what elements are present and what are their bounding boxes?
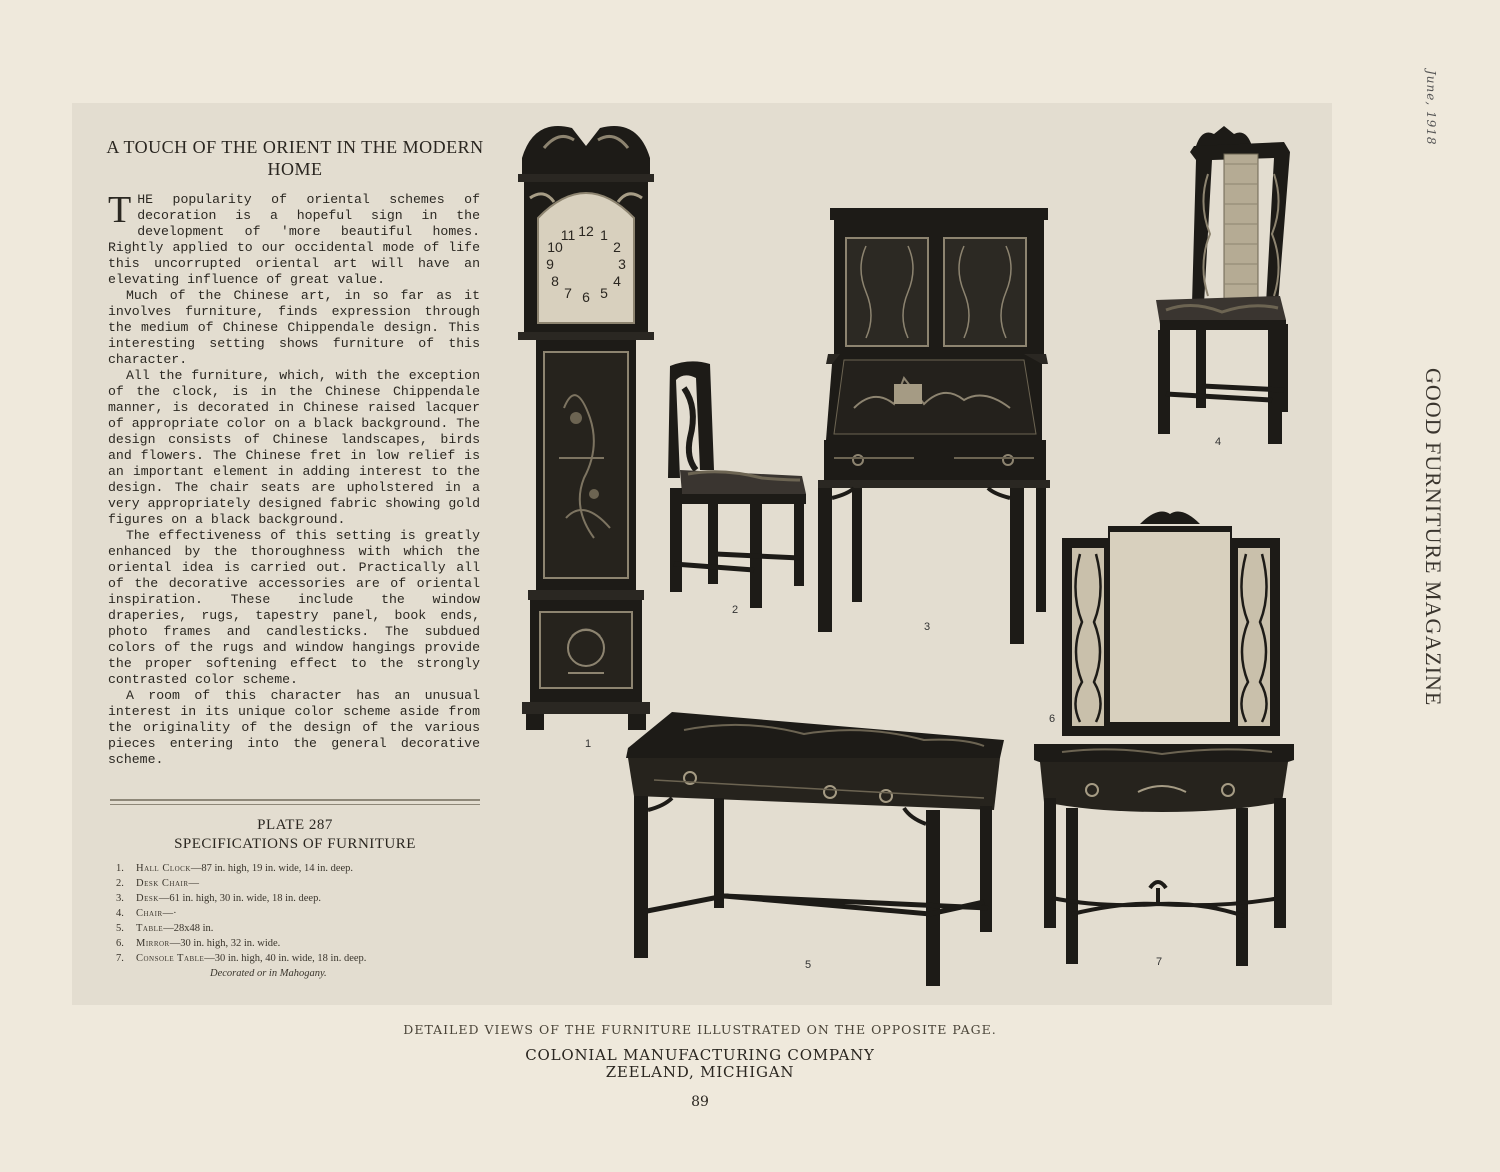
spec-item: 1. Hall Clock—87 in. high, 19 in. wide, 14 in. deep.: [116, 863, 354, 874]
article-paragraph: Much of the Chinese art, in so far as it involves furniture, finds expression through the medium of Chinese Chippendale design. This interesting setting shows furniture of this character.: [108, 288, 480, 367]
mirror-illustration: [1058, 502, 1283, 738]
magazine-title: GOOD FURNITURE MAGAZINE: [1421, 368, 1446, 707]
company-name: COLONIAL MANUFACTURING COMPANY: [525, 1046, 875, 1064]
running-date: June, 1918: [1424, 70, 1438, 146]
clock-numeral: 12: [578, 223, 594, 239]
spec-item: 4. Chair—·: [116, 908, 177, 919]
figure-label-2: 2: [732, 604, 739, 616]
figure-label-1: 1: [585, 738, 592, 750]
article-paragraph: THE popularity of oriental schemes of decoration is a hopeful sign in the development of 'more beautiful homes. Rightly applied to our occidental mode of life this uncorrupted oriental art will have an elevating influence of great value.: [108, 189, 480, 287]
specifications-list: [116, 861, 496, 981]
spec-note: Decorated or in Mahogany.: [210, 968, 327, 979]
figure-label-5: 5: [805, 959, 812, 971]
figure-label-6: 6: [1049, 713, 1056, 725]
clock-numeral: 3: [618, 256, 626, 272]
plate-caption: DETAILED VIEWS OF THE FURNITURE ILLUSTRATED ON THE OPPOSITE PAGE.: [403, 1022, 997, 1037]
article-title: A TOUCH OF THE ORIENT IN THE MODERN HOME: [106, 137, 484, 179]
specifications-title: SPECIFICATIONS OF FURNITURE: [174, 836, 416, 852]
clock-numeral: 8: [551, 273, 559, 289]
clock-numeral: 4: [613, 273, 621, 289]
page-number: 89: [691, 1094, 709, 1110]
article-paragraph: The effectiveness of this setting is greatly enhanced by the thoroughness with which the oriental idea is carried out. Practically all of the decorative accessories are of oriental inspiration. These include the window draperies, rugs, tapestry panel, book ends, photo frames and candlesticks. The subdued colors of the rugs and window hangings provide the proper softening effect to the strongly contrasted color scheme.: [108, 528, 480, 687]
writing-table-illustration: [624, 710, 1006, 990]
clock-numeral: 2: [613, 239, 621, 255]
figure-label-3: 3: [924, 621, 931, 633]
desk-chair-illustration: [662, 358, 812, 613]
company-location: ZEELAND, MICHIGAN: [605, 1063, 795, 1081]
article-paragraph: A room of this character has an unusual interest in its unique color scheme aside from the originality of the design of the various pieces entering into the general decorative scheme.: [108, 688, 480, 767]
spec-item: 5. Table—28x48 in.: [116, 923, 214, 934]
clock-numeral: 5: [600, 285, 608, 301]
console-table-illustration: [1032, 738, 1297, 968]
spec-item: 6. Mirror—30 in. high, 32 in. wide.: [116, 938, 281, 949]
article-body: [108, 189, 480, 768]
section-divider: [110, 799, 480, 805]
clock-numeral: 11: [560, 227, 576, 243]
manufacturer-credit: [0, 1047, 1400, 1081]
figure-label-7: 7: [1156, 956, 1163, 968]
clock-numeral: 1: [600, 227, 608, 243]
hall-clock-illustration: [514, 118, 659, 733]
spec-item: 3. Desk—61 in. high, 30 in. wide, 18 in. deep.: [116, 893, 321, 904]
article-paragraph: All the furniture, which, with the exception of the clock, is in the Chinese Chippendale manner, is decorated in Chinese raised lacquer of appropriate color on a black background. The design consists of Chinese landscapes, birds and flowers. The Chinese fret in low relief is an important element in adding interest to the design. The chair seats are upholstered in a very appropriately designed fabric showing gold figures on a black background.: [108, 368, 480, 527]
spec-item: 2. Desk Chair—: [116, 878, 200, 889]
secretary-desk-illustration: [814, 208, 1052, 646]
side-chair-illustration: [1152, 124, 1297, 446]
drop-cap: T: [108, 189, 132, 231]
clock-numeral: 9: [546, 256, 554, 272]
plate-number: PLATE 287: [257, 817, 333, 833]
clock-numeral: 6: [582, 289, 590, 305]
figure-label-4: 4: [1215, 436, 1222, 448]
clock-numeral: 7: [564, 285, 572, 301]
spec-item: 7. Console Table—30 in. high, 40 in. wide, 18 in. deep.: [116, 953, 367, 964]
clock-numeral: 10: [547, 239, 563, 255]
